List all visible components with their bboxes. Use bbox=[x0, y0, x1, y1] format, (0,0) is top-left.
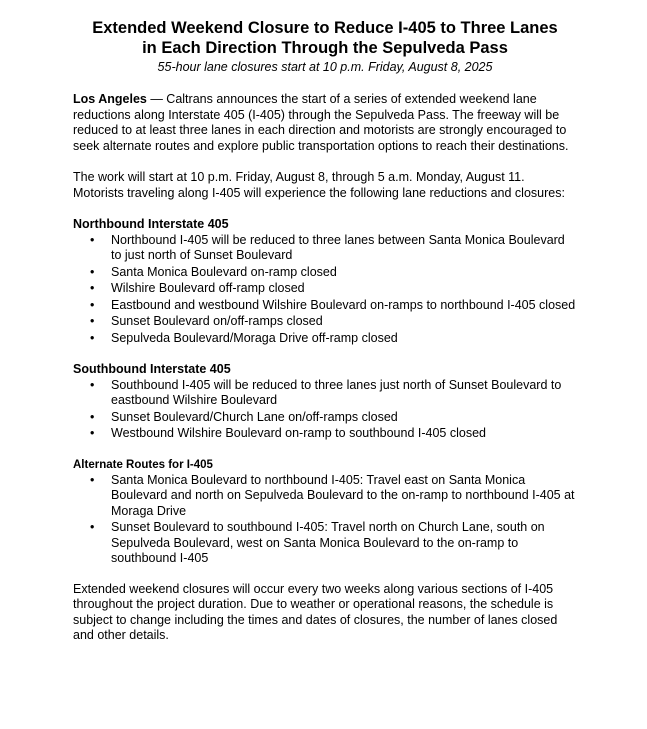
bullet-icon: • bbox=[90, 409, 95, 424]
bullet-icon: • bbox=[90, 232, 95, 247]
subtitle: 55-hour lane closures start at 10 p.m. Friday, August 8, 2025 bbox=[157, 60, 493, 74]
title-line-1: Extended Weekend Closure to Reduce I-405 to Three Lanes bbox=[92, 19, 558, 37]
dateline: Los Angeles bbox=[73, 92, 147, 106]
bullet-icon: • bbox=[90, 520, 95, 534]
schedule-paragraph: The work will start at 10 p.m. Friday, August 8, through 5 a.m. Monday, August 11. Motorists traveling along I-405 will experience the following lane reductions and closures: bbox=[73, 170, 565, 200]
northbound-heading: Northbound Interstate 405 bbox=[73, 217, 229, 231]
list-item: • Sunset Boulevard/Church Lane on/off-ramps closed bbox=[90, 409, 398, 424]
southbound-list bbox=[73, 378, 577, 442]
intro-paragraph bbox=[73, 92, 577, 154]
list-item: • Sunset Boulevard on/off-ramps closed bbox=[90, 314, 323, 328]
bullet-icon: • bbox=[90, 472, 95, 487]
list-item: • Eastbound and westbound Wilshire Boulevard on-ramps to northbound I-405 closed bbox=[90, 297, 576, 312]
page-title bbox=[63, 18, 587, 58]
list-item: • Southbound I-405 will be reduced to three lanes just north of Sunset Boulevard to eastbound Wilshire Boulevard bbox=[90, 377, 562, 407]
closing-paragraph: Extended weekend closures will occur every two weeks along various sections of I-405 throughout the project duration. Due to weather or operational reasons, the schedule is subject to change including the times and dates of closures, the number of lanes closed and other details. bbox=[73, 581, 558, 642]
list-item: • Sunset Boulevard to southbound I-405: Travel north on Church Lane, south on Sepulveda Boulevard, west on Santa Monica Boulevard to the on-ramp to southbound I-405 bbox=[90, 520, 545, 565]
northbound-list bbox=[73, 233, 577, 347]
list-item: • Wilshire Boulevard off-ramp closed bbox=[90, 281, 305, 295]
bullet-icon: • bbox=[90, 264, 95, 279]
title-line-2: in Each Direction Through the Sepulveda Pass bbox=[142, 39, 508, 57]
southbound-heading: Southbound Interstate 405 bbox=[73, 362, 231, 376]
bullet-icon: • bbox=[90, 426, 95, 440]
list-item: • Santa Monica Boulevard to northbound I-405: Travel east on Santa Monica Boulevard and north on Sepulveda Boulevard to the on-ramp to northbound I-405 at Moraga Drive bbox=[90, 472, 575, 518]
list-item: • Santa Monica Boulevard on-ramp closed bbox=[90, 264, 337, 279]
intro-text: — Caltrans announces the start of a series of extended weekend lane reductions along Interstate 405 (I-405) through the Sepulveda Pass. The freeway will be reduced to at least three lanes in each direction and motorists are strongly encouraged to seek alternate routes and explore public transportation options to reach their destinations. bbox=[73, 92, 569, 153]
bullet-icon: • bbox=[90, 281, 95, 295]
bullet-icon: • bbox=[90, 314, 95, 328]
alternate-routes-list bbox=[73, 473, 577, 567]
list-item: • Sepulveda Boulevard/Moraga Drive off-ramp closed bbox=[90, 330, 398, 345]
list-item: • Westbound Wilshire Boulevard on-ramp to southbound I-405 closed bbox=[90, 426, 486, 440]
bullet-icon: • bbox=[90, 330, 95, 345]
bullet-icon: • bbox=[90, 297, 95, 312]
list-item: • Northbound I-405 will be reduced to three lanes between Santa Monica Boulevard to just north of Sunset Boulevard bbox=[90, 232, 565, 262]
alternate-routes-heading: Alternate Routes for I-405 bbox=[73, 458, 213, 471]
bullet-icon: • bbox=[90, 377, 95, 392]
